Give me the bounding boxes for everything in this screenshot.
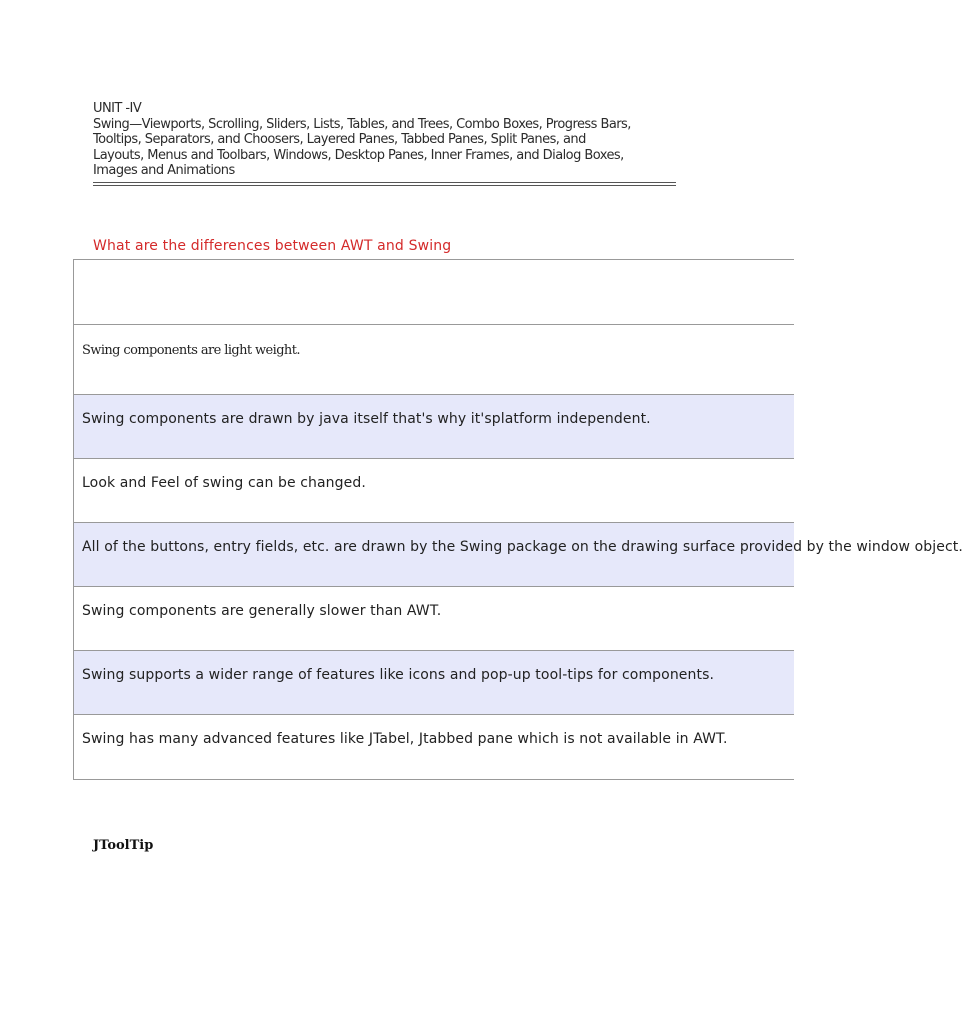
jtooltip-heading: JToolTip — [93, 838, 154, 853]
table-cell: Swing components are light weight. — [82, 343, 300, 358]
table-cell: Swing components are drawn by java itself that's why it'splatform independent. — [82, 411, 651, 427]
table-cell: All of the buttons, entry fields, etc. are drawn by the Swing package on the drawing surface provided by the window object. — [82, 539, 963, 555]
table-row — [74, 395, 794, 459]
unit-topics-line-1: Swing—Viewports, Scrolling, Sliders, Lists, Tables, and Trees, Combo Boxes, Progress Bars, — [93, 116, 631, 132]
unit-topics-line-2: Tooltips, Separators, and Choosers, Layered Panes, Tabbed Panes, Split Panes, and — [93, 132, 586, 148]
table-row-header — [74, 260, 794, 325]
table-row — [74, 715, 794, 780]
unit-topics-line-4: Images and Animations — [93, 163, 235, 179]
unit-header — [93, 101, 676, 179]
header-double-rule — [93, 182, 676, 186]
table-row — [74, 587, 794, 651]
unit-topics-line-3: Layouts, Menus and Toolbars, Windows, Desktop Panes, Inner Frames, and Dialog Boxes, — [93, 147, 624, 163]
table-cell: Look and Feel of swing can be changed. — [82, 475, 366, 491]
table-cell: Swing has many advanced features like JTabel, Jtabbed pane which is not available in AWT. — [82, 731, 728, 747]
table-row — [74, 325, 794, 395]
table-row — [74, 523, 963, 587]
table-row — [74, 651, 794, 715]
table-row — [74, 459, 794, 523]
unit-title: UNIT -IV — [93, 101, 142, 116]
table-cell: Swing supports a wider range of features like icons and pop-up tool-tips for components. — [82, 667, 715, 683]
section-heading: What are the differences between AWT and Swing — [93, 238, 452, 254]
table-cell: Swing components are generally slower than AWT. — [82, 603, 442, 619]
awt-swing-comparison-table — [73, 259, 963, 780]
